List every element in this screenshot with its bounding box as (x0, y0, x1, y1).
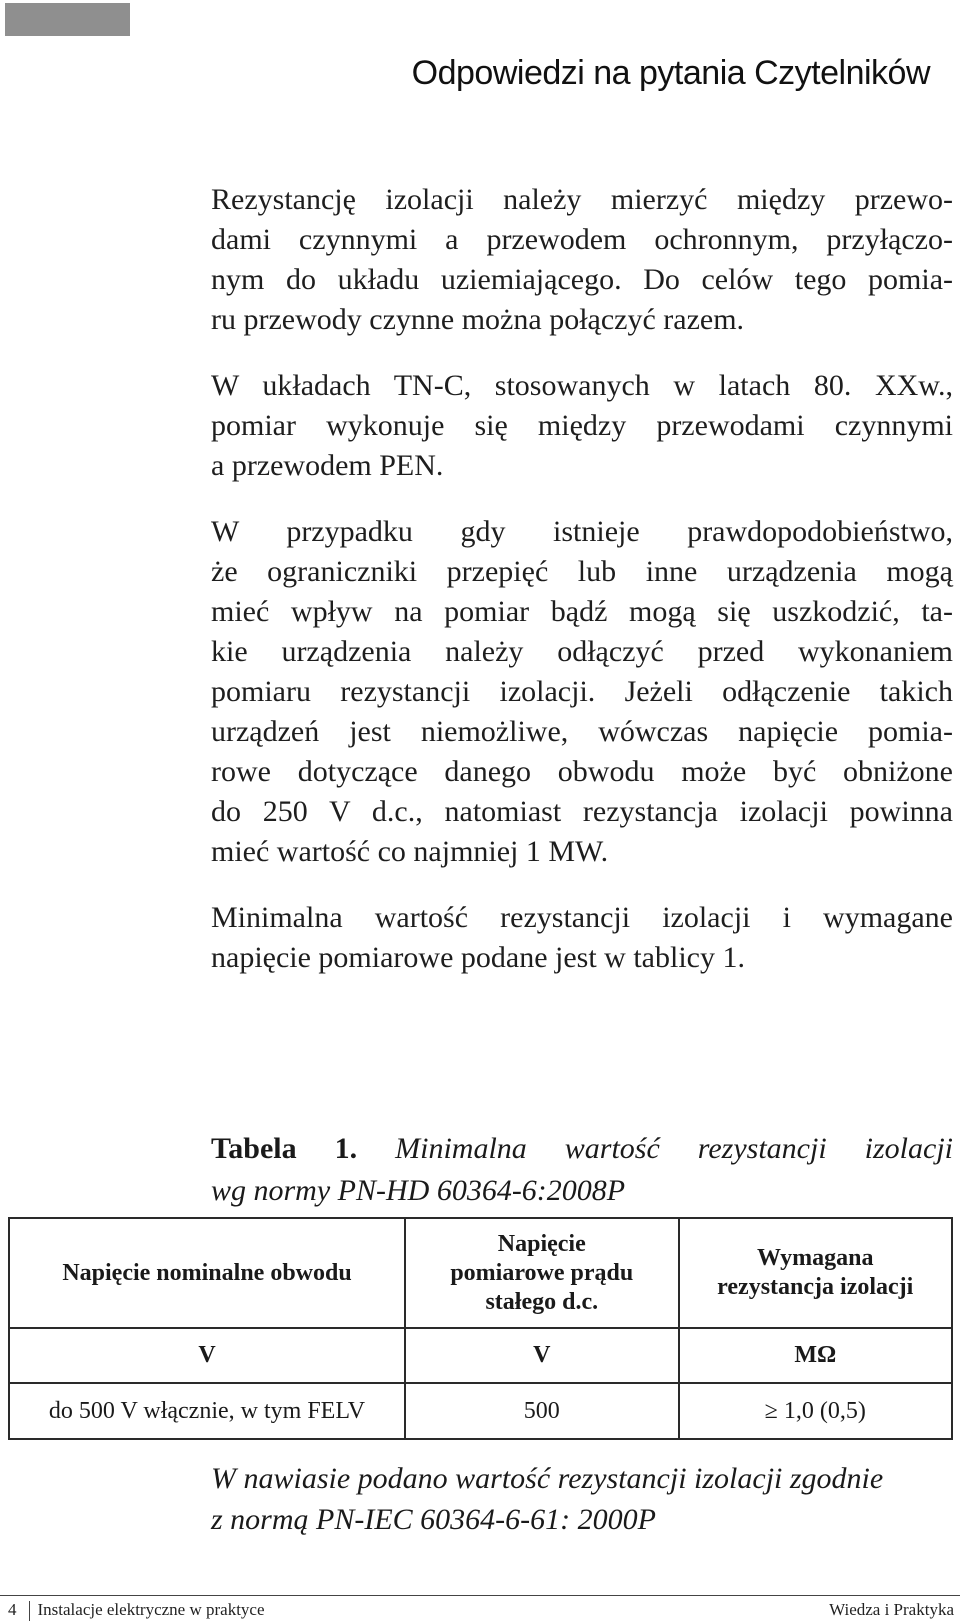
text-line: W przypadku gdy istnieje prawdopodobieństwo, (211, 515, 953, 548)
paragraph-3 (211, 512, 953, 872)
table-footnote (211, 1458, 953, 1540)
text-line: napięcie pomiarowe podane jest w tablicy 1. (211, 941, 745, 974)
text-line: ru przewody czynne można połączyć razem. (211, 303, 745, 336)
table-header-row (9, 1218, 952, 1328)
text-line: rowe dotyczące danego obwodu może być obniżone (211, 755, 953, 788)
unit-cell: V (405, 1328, 678, 1383)
corner-tab-marker (5, 3, 130, 36)
table-cell: do 500 V włącznie, w tym FELV (9, 1383, 405, 1439)
text-line: dami czynnymi a przewodem ochronnym, przyłączo- (211, 223, 953, 256)
table-row (9, 1383, 952, 1439)
publication-name: Instalacje elektryczne w praktyce (37, 1600, 265, 1619)
text-line: nym do układu uziemiającego. Do celów tego pomia- (211, 263, 953, 296)
text-line: Rezystancję izolacji należy mierzyć między przewo- (211, 183, 953, 216)
table-caption-title: Minimalna wartość rezystancji izolacji (395, 1132, 954, 1165)
text-line: mieć wartość co najmniej 1 MW. (211, 835, 609, 868)
table-caption (211, 1128, 953, 1212)
header-cell-test-voltage: Napięcie pomiarowe prądu stałego d.c. (405, 1218, 678, 1328)
paragraph-2 (211, 366, 953, 486)
text-line: pomiar wykonuje się między przewodami czynnymi (211, 409, 953, 442)
footer-left (8, 1600, 265, 1621)
footer-divider (0, 1595, 960, 1596)
unit-cell: V (9, 1328, 405, 1383)
table-cell: 500 (405, 1383, 678, 1439)
insulation-resistance-table (8, 1217, 953, 1440)
text-line: do 250 V d.c., natomiast rezystancja izolacji powinna (211, 795, 953, 828)
text-line: a przewodem PEN. (211, 449, 444, 482)
unit-cell: MΩ (679, 1328, 952, 1383)
footer-separator (29, 1601, 30, 1621)
footnote-line: z normą PN-IEC 60364-6-61: 2000P (211, 1503, 656, 1536)
paragraph-1 (211, 180, 953, 340)
table-units-row (9, 1328, 952, 1383)
table-caption-label: Tabela 1. (211, 1132, 358, 1165)
paragraph-4 (211, 898, 953, 978)
section-title: Odpowiedzi na pytania Czytelników (411, 54, 930, 92)
table-cell: ≥ 1,0 (0,5) (679, 1383, 952, 1439)
table-caption-row (211, 1128, 953, 1170)
page-number: 4 (8, 1600, 17, 1619)
footnote-line: W nawiasie podano wartość rezystancji izolacji zgodnie (211, 1462, 884, 1495)
table-caption-title-line2: wg normy PN-HD 60364-6:2008P (211, 1174, 626, 1207)
publisher-name: Wiedza i Praktyka (829, 1600, 954, 1619)
text-line: kie urządzenia należy odłączyć przed wykonaniem (211, 635, 953, 668)
text-line: że ograniczniki przepięć lub inne urządzenia mogą (211, 555, 953, 588)
text-line: pomiaru rezystancji izolacji. Jeżeli odłączenie takich (211, 675, 953, 708)
text-line: Minimalna wartość rezystancji izolacji i wymagane (211, 901, 953, 934)
header-cell-nominal-voltage: Napięcie nominalne obwodu (9, 1218, 405, 1328)
header-cell-required-resistance: Wymagana rezystancja izolacji (679, 1218, 952, 1328)
text-line: mieć wpływ na pomiar bądź mogą się uszkodzić, ta- (211, 595, 953, 628)
text-line: W układach TN-C, stosowanych w latach 80. XXw., (211, 369, 953, 402)
article-body (211, 180, 953, 1004)
text-line: urządzeń jest niemożliwe, wówczas napięcie pomia- (211, 715, 953, 748)
